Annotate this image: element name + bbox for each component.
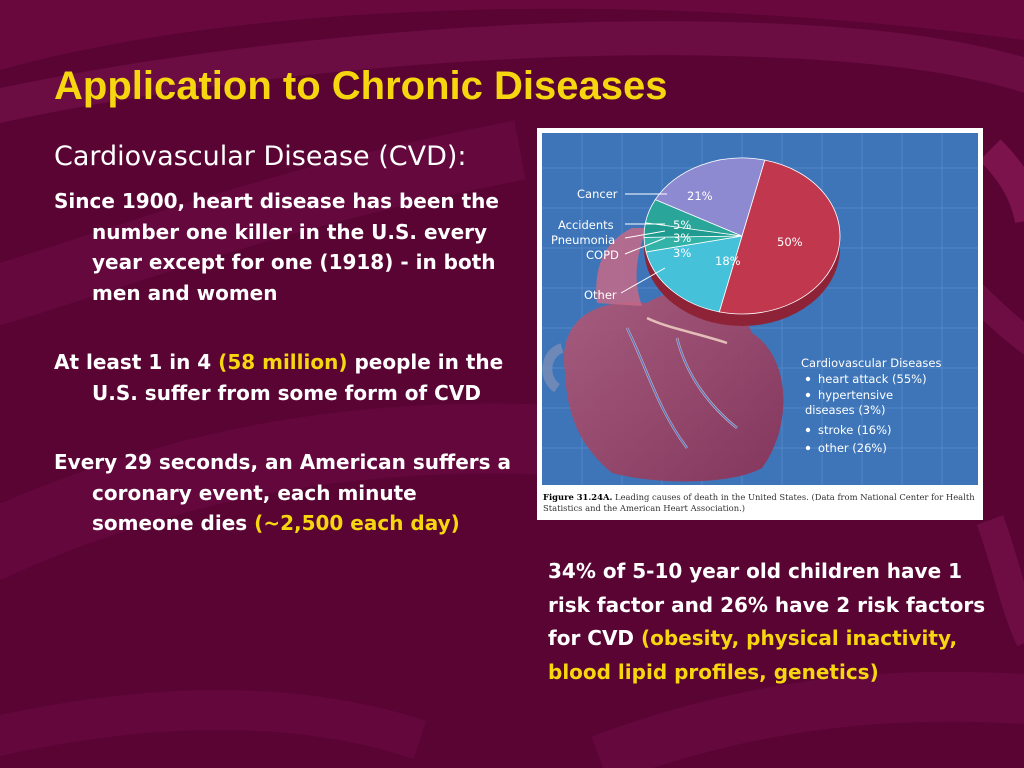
pie-label-pneumonia: Pneumonia: [551, 233, 616, 247]
figure-illustration: [537, 128, 983, 520]
pie-label-cancer: Cancer: [577, 187, 618, 201]
subheading: Cardiovascular Disease (CVD):: [54, 141, 467, 172]
cvd-item-hypertensive-line1: hypertensive: [818, 388, 894, 402]
cvd-legend-title: Cardiovascular Diseases: [801, 356, 942, 370]
figure-leading-causes: [537, 128, 983, 520]
pie-label-other: Other: [584, 288, 617, 302]
children-risk-factors-text: [548, 555, 1008, 689]
pie-value-pneumonia: 3%: [673, 231, 692, 245]
coronary-text: Every 29 seconds, an American suffers a coronary event, each minute someone dies: [54, 450, 511, 535]
risk-factors-highlight: (obesity, physical inactivity, blood lipid profiles, genetics): [548, 626, 958, 684]
paragraph-coronary-events: [54, 447, 524, 539]
pie-value-cvd: 50%: [777, 235, 803, 249]
risk-factors-main: 34% of 5-10 year old children have 1 risk factor and 26% have 2 risk factors for CVD: [548, 559, 986, 650]
cvd-item-stroke: stroke (16%): [818, 423, 892, 437]
caption-figure-number: Figure 31.24A.: [543, 492, 613, 502]
prevalence-text-end: people in the U.S. suffer from some form of CVD: [92, 350, 504, 405]
pie-value-other: 18%: [715, 254, 741, 268]
cvd-item-hypertensive-line2: diseases (3%): [805, 403, 886, 417]
pie-value-cancer: 21%: [687, 189, 713, 203]
caption-text: Leading causes of death in the United States. (Data from National Center for Health Statistics and the American Heart Association.): [543, 492, 975, 513]
prevalence-text-start: At least 1 in 4: [54, 350, 219, 374]
pie-value-accidents: 5%: [673, 218, 692, 232]
slide-title: Application to Chronic Diseases: [54, 64, 668, 108]
pie-label-copd: COPD: [586, 248, 619, 262]
cvd-item-heart-attack: heart attack (55%): [818, 372, 927, 386]
coronary-highlight: (~2,500 each day): [254, 511, 460, 535]
prevalence-highlight: (58 million): [218, 350, 348, 374]
paragraph-heart-disease-history: Since 1900, heart disease has been the number one killer in the U.S. every year except for one (1918) - in both men and women: [54, 189, 499, 305]
paragraph-cvd-prevalence: [54, 347, 524, 408]
pie-value-copd: 3%: [673, 246, 692, 260]
cvd-item-other: other (26%): [818, 441, 887, 455]
left-column: [54, 140, 524, 539]
pie-label-accidents: Accidents: [558, 218, 614, 232]
figure-caption: [543, 492, 979, 514]
